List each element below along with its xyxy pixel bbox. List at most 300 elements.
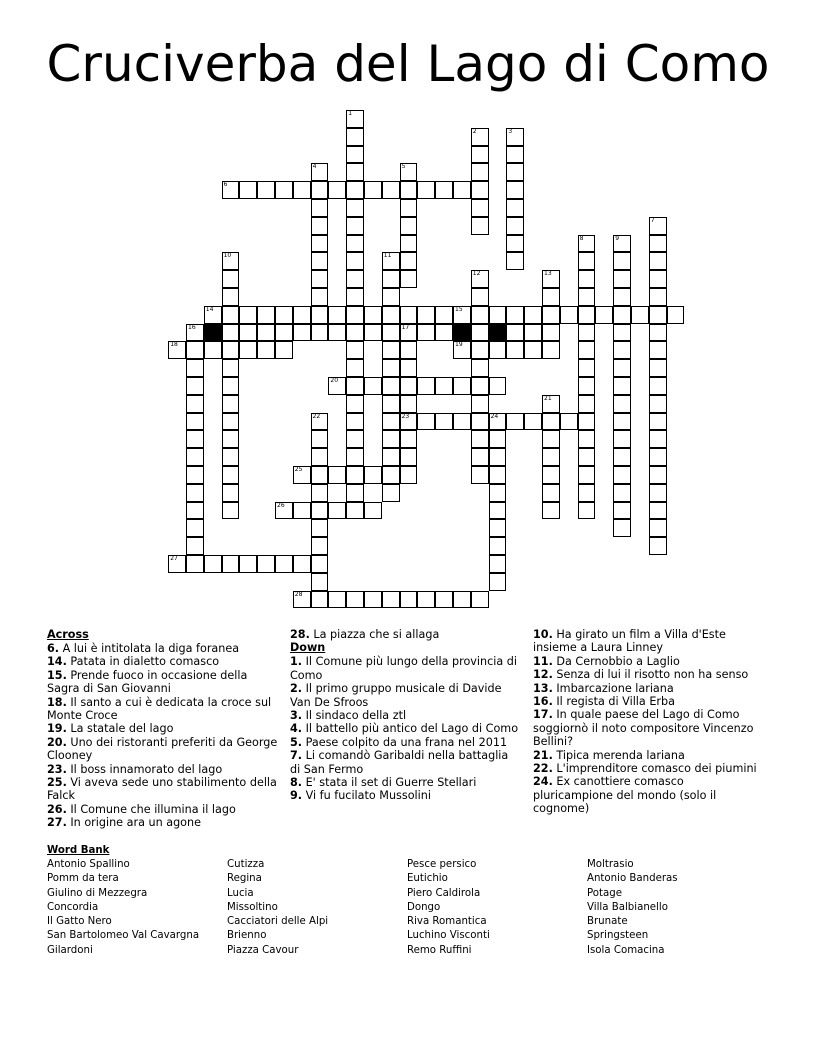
grid-cell[interactable] bbox=[275, 306, 293, 324]
grid-cell[interactable] bbox=[649, 466, 667, 484]
grid-cell[interactable] bbox=[222, 377, 240, 395]
word-bank-item: Riva Romantica bbox=[407, 916, 487, 928]
grid-cell[interactable] bbox=[506, 199, 524, 217]
grid-cell[interactable] bbox=[613, 484, 631, 502]
grid-cell[interactable] bbox=[222, 430, 240, 448]
grid-cell[interactable] bbox=[311, 288, 329, 306]
grid-cell[interactable] bbox=[613, 288, 631, 306]
grid-cell[interactable] bbox=[524, 413, 542, 431]
grid-cell[interactable] bbox=[667, 306, 685, 324]
grid-cell[interactable] bbox=[400, 163, 418, 181]
grid-cell[interactable] bbox=[168, 555, 186, 573]
grid-cell[interactable] bbox=[471, 324, 489, 342]
grid-cell[interactable] bbox=[186, 484, 204, 502]
grid-cell[interactable] bbox=[453, 341, 471, 359]
grid-cell[interactable] bbox=[542, 306, 560, 324]
grid-cell[interactable] bbox=[649, 448, 667, 466]
grid-cell[interactable] bbox=[382, 270, 400, 288]
grid-cell[interactable] bbox=[649, 252, 667, 270]
grid-cell[interactable] bbox=[631, 306, 649, 324]
grid-cell[interactable] bbox=[346, 484, 364, 502]
grid-cell[interactable] bbox=[346, 324, 364, 342]
grid-cell[interactable] bbox=[382, 288, 400, 306]
grid-cell[interactable] bbox=[578, 235, 596, 253]
grid-cell[interactable] bbox=[613, 270, 631, 288]
grid-cell[interactable] bbox=[578, 252, 596, 270]
grid-cell[interactable] bbox=[542, 341, 560, 359]
grid-cell[interactable] bbox=[293, 502, 311, 520]
grid-cell[interactable] bbox=[364, 306, 382, 324]
grid-cell[interactable] bbox=[489, 413, 507, 431]
grid-cell[interactable] bbox=[239, 324, 257, 342]
grid-cell[interactable] bbox=[506, 128, 524, 146]
grid-cell[interactable] bbox=[471, 199, 489, 217]
grid-cell[interactable] bbox=[578, 306, 596, 324]
grid-cell[interactable] bbox=[222, 395, 240, 413]
grid-cell[interactable] bbox=[578, 430, 596, 448]
grid-cell[interactable] bbox=[613, 324, 631, 342]
clue-number: 2 bbox=[472, 127, 477, 135]
grid-cell[interactable] bbox=[471, 377, 489, 395]
grid-cell[interactable] bbox=[382, 306, 400, 324]
grid-cell[interactable] bbox=[382, 484, 400, 502]
grid-cell[interactable] bbox=[506, 252, 524, 270]
grid-cell[interactable] bbox=[328, 324, 346, 342]
grid-cell[interactable] bbox=[578, 466, 596, 484]
grid-cell[interactable] bbox=[311, 555, 329, 573]
grid-cell[interactable] bbox=[400, 217, 418, 235]
grid-cell[interactable] bbox=[364, 324, 382, 342]
grid-cell[interactable] bbox=[275, 341, 293, 359]
grid-cell[interactable] bbox=[346, 163, 364, 181]
grid-cell[interactable] bbox=[400, 341, 418, 359]
grid-cell[interactable] bbox=[542, 430, 560, 448]
grid-cell[interactable] bbox=[311, 484, 329, 502]
grid-cell[interactable] bbox=[346, 341, 364, 359]
word-bank-item: Cacciatori delle Alpi bbox=[227, 916, 329, 928]
grid-cell[interactable] bbox=[649, 395, 667, 413]
grid-cell[interactable] bbox=[489, 377, 507, 395]
grid-cell[interactable] bbox=[560, 306, 578, 324]
grid-cell[interactable] bbox=[578, 288, 596, 306]
grid-cell[interactable] bbox=[578, 324, 596, 342]
grid-cell[interactable] bbox=[542, 502, 560, 520]
grid-cell[interactable] bbox=[400, 413, 418, 431]
grid-cell[interactable] bbox=[489, 519, 507, 537]
clue bbox=[533, 628, 765, 655]
grid-cell[interactable] bbox=[311, 537, 329, 555]
grid-cell[interactable] bbox=[275, 502, 293, 520]
grid-cell[interactable] bbox=[471, 217, 489, 235]
grid-cell[interactable] bbox=[506, 146, 524, 164]
grid-cell[interactable] bbox=[346, 270, 364, 288]
grid-cell[interactable] bbox=[186, 359, 204, 377]
grid-cell[interactable] bbox=[542, 448, 560, 466]
grid-cell[interactable] bbox=[453, 181, 471, 199]
grid-cell[interactable] bbox=[453, 413, 471, 431]
grid-cell[interactable] bbox=[239, 181, 257, 199]
grid-cell[interactable] bbox=[222, 306, 240, 324]
word-bank-item: Piazza Cavour bbox=[227, 944, 299, 956]
grid-cell[interactable] bbox=[489, 306, 507, 324]
grid-cell[interactable] bbox=[649, 288, 667, 306]
grid-cell[interactable] bbox=[471, 395, 489, 413]
grid-cell[interactable] bbox=[400, 466, 418, 484]
grid-cell[interactable] bbox=[311, 252, 329, 270]
grid-cell[interactable] bbox=[613, 430, 631, 448]
grid-cell[interactable] bbox=[435, 324, 453, 342]
grid-cell[interactable] bbox=[293, 324, 311, 342]
grid-cell[interactable] bbox=[471, 128, 489, 146]
grid-cell[interactable] bbox=[471, 270, 489, 288]
grid-cell[interactable] bbox=[578, 377, 596, 395]
grid-cell[interactable] bbox=[382, 466, 400, 484]
grid-cell[interactable] bbox=[186, 466, 204, 484]
grid-cell[interactable] bbox=[400, 270, 418, 288]
grid-cell[interactable] bbox=[382, 252, 400, 270]
grid-cell[interactable] bbox=[613, 341, 631, 359]
grid-cell[interactable] bbox=[311, 591, 329, 609]
grid-cell[interactable] bbox=[506, 163, 524, 181]
grid-cell[interactable] bbox=[239, 306, 257, 324]
grid-cell[interactable] bbox=[382, 181, 400, 199]
grid-cell[interactable] bbox=[257, 555, 275, 573]
grid-cell[interactable] bbox=[346, 217, 364, 235]
grid-cell[interactable] bbox=[346, 430, 364, 448]
grid-cell[interactable] bbox=[560, 413, 578, 431]
grid-cell[interactable] bbox=[489, 466, 507, 484]
grid-cell[interactable] bbox=[417, 591, 435, 609]
grid-cell[interactable] bbox=[222, 288, 240, 306]
grid-cell[interactable] bbox=[186, 502, 204, 520]
grid-cell[interactable] bbox=[382, 448, 400, 466]
grid-cell[interactable] bbox=[364, 466, 382, 484]
grid-cell[interactable] bbox=[471, 288, 489, 306]
grid-cell[interactable] bbox=[542, 288, 560, 306]
grid-cell[interactable] bbox=[311, 217, 329, 235]
grid-cell[interactable] bbox=[400, 591, 418, 609]
grid-cell[interactable] bbox=[400, 199, 418, 217]
grid-cell[interactable] bbox=[453, 591, 471, 609]
grid-cell[interactable] bbox=[435, 306, 453, 324]
grid-cell[interactable] bbox=[489, 573, 507, 591]
grid-cell[interactable] bbox=[293, 181, 311, 199]
grid-cell[interactable] bbox=[275, 324, 293, 342]
grid-cell[interactable] bbox=[186, 448, 204, 466]
grid-cell[interactable] bbox=[222, 448, 240, 466]
grid-cell[interactable] bbox=[613, 466, 631, 484]
grid-cell[interactable] bbox=[346, 591, 364, 609]
grid-cell[interactable] bbox=[382, 591, 400, 609]
grid-cell[interactable] bbox=[649, 306, 667, 324]
grid-cell[interactable] bbox=[382, 359, 400, 377]
grid-cell[interactable] bbox=[328, 591, 346, 609]
grid-cell[interactable] bbox=[311, 306, 329, 324]
grid-cell[interactable] bbox=[346, 466, 364, 484]
grid-cell[interactable] bbox=[613, 413, 631, 431]
grid-cell[interactable] bbox=[346, 502, 364, 520]
grid-cell[interactable] bbox=[257, 306, 275, 324]
grid-cell[interactable] bbox=[400, 430, 418, 448]
grid-cell[interactable] bbox=[364, 502, 382, 520]
grid-cell[interactable] bbox=[542, 324, 560, 342]
grid-cell[interactable] bbox=[578, 359, 596, 377]
grid-cell[interactable] bbox=[222, 359, 240, 377]
grid-cell[interactable] bbox=[186, 377, 204, 395]
grid-cell[interactable] bbox=[346, 252, 364, 270]
grid-cell[interactable] bbox=[311, 199, 329, 217]
grid-cell[interactable] bbox=[311, 430, 329, 448]
across-heading: Across bbox=[47, 628, 89, 641]
grid-cell[interactable] bbox=[275, 181, 293, 199]
grid-cell[interactable] bbox=[453, 377, 471, 395]
grid-cell[interactable] bbox=[222, 341, 240, 359]
grid-cell[interactable] bbox=[489, 430, 507, 448]
word-bank-item: Springsteen bbox=[587, 930, 649, 942]
grid-cell[interactable] bbox=[346, 306, 364, 324]
grid-cell[interactable] bbox=[471, 359, 489, 377]
grid-cell[interactable] bbox=[595, 306, 613, 324]
grid-cell[interactable] bbox=[364, 377, 382, 395]
grid-cell[interactable] bbox=[471, 341, 489, 359]
grid-cell[interactable] bbox=[542, 413, 560, 431]
grid-cell[interactable] bbox=[346, 128, 364, 146]
grid-cell[interactable] bbox=[649, 413, 667, 431]
grid-cell[interactable] bbox=[222, 484, 240, 502]
grid-cell[interactable] bbox=[222, 502, 240, 520]
grid-cell[interactable] bbox=[346, 413, 364, 431]
grid-cell[interactable] bbox=[311, 270, 329, 288]
grid-cell[interactable] bbox=[364, 181, 382, 199]
grid-cell[interactable] bbox=[186, 537, 204, 555]
word-bank bbox=[47, 844, 767, 956]
grid-cell[interactable] bbox=[346, 288, 364, 306]
grid-cell[interactable] bbox=[578, 502, 596, 520]
grid-cell[interactable] bbox=[222, 466, 240, 484]
grid-cell[interactable] bbox=[222, 181, 240, 199]
grid-cell[interactable] bbox=[346, 181, 364, 199]
grid-cell[interactable] bbox=[578, 413, 596, 431]
grid-cell[interactable] bbox=[649, 484, 667, 502]
grid-cell[interactable] bbox=[613, 519, 631, 537]
grid-cell[interactable] bbox=[364, 591, 382, 609]
grid-cell[interactable] bbox=[346, 395, 364, 413]
word-bank-item: Remo Ruffini bbox=[407, 944, 472, 956]
grid-cell[interactable] bbox=[542, 270, 560, 288]
grid-cell[interactable] bbox=[346, 359, 364, 377]
grid-cell[interactable] bbox=[417, 181, 435, 199]
grid-cell[interactable] bbox=[382, 324, 400, 342]
grid-cell[interactable] bbox=[400, 448, 418, 466]
grid-cell[interactable] bbox=[204, 341, 222, 359]
grid-cell[interactable] bbox=[346, 146, 364, 164]
grid-cell[interactable] bbox=[168, 341, 186, 359]
grid-cell[interactable] bbox=[613, 395, 631, 413]
grid-cell[interactable] bbox=[489, 502, 507, 520]
grid-cell[interactable] bbox=[435, 591, 453, 609]
grid-cell[interactable] bbox=[311, 502, 329, 520]
grid-cell[interactable] bbox=[382, 341, 400, 359]
grid-cell[interactable] bbox=[471, 181, 489, 199]
grid-cell[interactable] bbox=[489, 537, 507, 555]
grid-cell[interactable] bbox=[578, 395, 596, 413]
grid-cell[interactable] bbox=[328, 181, 346, 199]
grid-cell[interactable] bbox=[257, 181, 275, 199]
grid-cell[interactable] bbox=[222, 413, 240, 431]
grid-cell[interactable] bbox=[204, 306, 222, 324]
grid-cell[interactable] bbox=[542, 395, 560, 413]
clue-number: 13. bbox=[533, 681, 553, 695]
grid-cell[interactable] bbox=[649, 341, 667, 359]
grid-cell[interactable] bbox=[328, 377, 346, 395]
grid-cell[interactable] bbox=[506, 341, 524, 359]
grid-cell[interactable] bbox=[275, 555, 293, 573]
grid-cell[interactable] bbox=[506, 217, 524, 235]
grid-cell[interactable] bbox=[435, 377, 453, 395]
grid-cell[interactable] bbox=[578, 484, 596, 502]
grid-cell[interactable] bbox=[524, 306, 542, 324]
grid-cell[interactable] bbox=[613, 235, 631, 253]
grid-cell[interactable] bbox=[186, 341, 204, 359]
grid-cell[interactable] bbox=[293, 466, 311, 484]
grid-cell[interactable] bbox=[649, 377, 667, 395]
grid-cell[interactable] bbox=[649, 537, 667, 555]
grid-cell[interactable] bbox=[311, 181, 329, 199]
grid-cell[interactable] bbox=[400, 395, 418, 413]
grid-cell[interactable] bbox=[311, 413, 329, 431]
grid-cell[interactable] bbox=[293, 306, 311, 324]
grid-cell[interactable] bbox=[346, 110, 364, 128]
grid-cell[interactable] bbox=[257, 341, 275, 359]
grid-cell[interactable] bbox=[417, 324, 435, 342]
grid-cell[interactable] bbox=[471, 146, 489, 164]
grid-cell[interactable] bbox=[382, 413, 400, 431]
grid-cell[interactable] bbox=[542, 466, 560, 484]
grid-cell[interactable] bbox=[471, 163, 489, 181]
grid-cell[interactable] bbox=[222, 324, 240, 342]
grid-cell[interactable] bbox=[400, 324, 418, 342]
grid-cell[interactable] bbox=[506, 413, 524, 431]
grid-cell[interactable] bbox=[649, 235, 667, 253]
grid-cell[interactable] bbox=[489, 484, 507, 502]
grid-cell[interactable] bbox=[524, 324, 542, 342]
page-title: Cruciverba del Lago di Como bbox=[46, 35, 770, 93]
grid-cell[interactable] bbox=[382, 377, 400, 395]
grid-cell[interactable] bbox=[346, 377, 364, 395]
grid-cell[interactable] bbox=[400, 359, 418, 377]
grid-cell[interactable] bbox=[204, 555, 222, 573]
grid-cell[interactable] bbox=[417, 306, 435, 324]
grid-cell[interactable] bbox=[453, 306, 471, 324]
grid-cell[interactable] bbox=[382, 395, 400, 413]
grid-cell[interactable] bbox=[186, 555, 204, 573]
grid-cell[interactable] bbox=[239, 341, 257, 359]
grid-cell[interactable] bbox=[471, 413, 489, 431]
grid-cell[interactable] bbox=[328, 306, 346, 324]
grid-cell[interactable] bbox=[613, 359, 631, 377]
grid-cell[interactable] bbox=[293, 591, 311, 609]
grid-cell[interactable] bbox=[471, 591, 489, 609]
grid-cell[interactable] bbox=[346, 235, 364, 253]
grid-cell[interactable] bbox=[311, 573, 329, 591]
grid-cell[interactable] bbox=[506, 235, 524, 253]
grid-cell[interactable] bbox=[649, 270, 667, 288]
grid-cell[interactable] bbox=[328, 502, 346, 520]
grid-cell[interactable] bbox=[311, 448, 329, 466]
grid-cell[interactable] bbox=[649, 217, 667, 235]
grid-cell[interactable] bbox=[506, 181, 524, 199]
grid-cell[interactable] bbox=[222, 555, 240, 573]
clue-number: 12. bbox=[533, 668, 553, 682]
grid-cell[interactable] bbox=[186, 324, 204, 342]
grid-cell[interactable] bbox=[649, 430, 667, 448]
grid-cell[interactable] bbox=[222, 252, 240, 270]
grid-cell[interactable] bbox=[257, 324, 275, 342]
grid-cell[interactable] bbox=[489, 555, 507, 573]
grid-cell[interactable] bbox=[649, 502, 667, 520]
grid-cell[interactable] bbox=[471, 430, 489, 448]
grid-cell[interactable] bbox=[471, 448, 489, 466]
grid-cell[interactable] bbox=[489, 448, 507, 466]
grid-cell[interactable] bbox=[311, 324, 329, 342]
grid-cell[interactable] bbox=[328, 466, 346, 484]
word-bank-item: Potage bbox=[587, 887, 622, 899]
grid-cell[interactable] bbox=[400, 235, 418, 253]
grid-cell[interactable] bbox=[613, 252, 631, 270]
grid-cell[interactable] bbox=[311, 235, 329, 253]
grid-cell[interactable] bbox=[186, 430, 204, 448]
grid-cell[interactable] bbox=[613, 306, 631, 324]
grid-cell[interactable] bbox=[311, 519, 329, 537]
grid-cell[interactable] bbox=[417, 413, 435, 431]
grid-cell[interactable] bbox=[239, 555, 257, 573]
grid-cell[interactable] bbox=[186, 519, 204, 537]
grid-cell[interactable] bbox=[578, 448, 596, 466]
grid-cell[interactable] bbox=[186, 413, 204, 431]
grid-cell[interactable] bbox=[435, 181, 453, 199]
grid-cell[interactable] bbox=[489, 341, 507, 359]
grid-cell[interactable] bbox=[382, 430, 400, 448]
grid-cell[interactable] bbox=[222, 270, 240, 288]
grid-cell[interactable] bbox=[578, 341, 596, 359]
grid-cell[interactable] bbox=[293, 555, 311, 573]
grid-cell[interactable] bbox=[435, 413, 453, 431]
grid-cell[interactable] bbox=[578, 270, 596, 288]
grid-cell[interactable] bbox=[613, 448, 631, 466]
grid-cell[interactable] bbox=[400, 252, 418, 270]
grid-cell[interactable] bbox=[471, 466, 489, 484]
grid-cell[interactable] bbox=[649, 359, 667, 377]
grid-cell[interactable] bbox=[400, 181, 418, 199]
grid-cell[interactable] bbox=[524, 341, 542, 359]
grid-cell[interactable] bbox=[649, 324, 667, 342]
grid-cell[interactable] bbox=[506, 324, 524, 342]
grid-cell[interactable] bbox=[417, 377, 435, 395]
grid-cell[interactable] bbox=[542, 484, 560, 502]
grid-cell[interactable] bbox=[613, 502, 631, 520]
grid-cell[interactable] bbox=[400, 306, 418, 324]
grid-cell[interactable] bbox=[506, 306, 524, 324]
grid-cell[interactable] bbox=[311, 466, 329, 484]
grid-cell[interactable] bbox=[311, 163, 329, 181]
grid-cell[interactable] bbox=[346, 199, 364, 217]
grid-cell[interactable] bbox=[186, 395, 204, 413]
grid-cell[interactable] bbox=[346, 448, 364, 466]
grid-cell[interactable] bbox=[400, 377, 418, 395]
grid-cell[interactable] bbox=[471, 306, 489, 324]
grid-cell[interactable] bbox=[649, 519, 667, 537]
grid-cell[interactable] bbox=[613, 377, 631, 395]
